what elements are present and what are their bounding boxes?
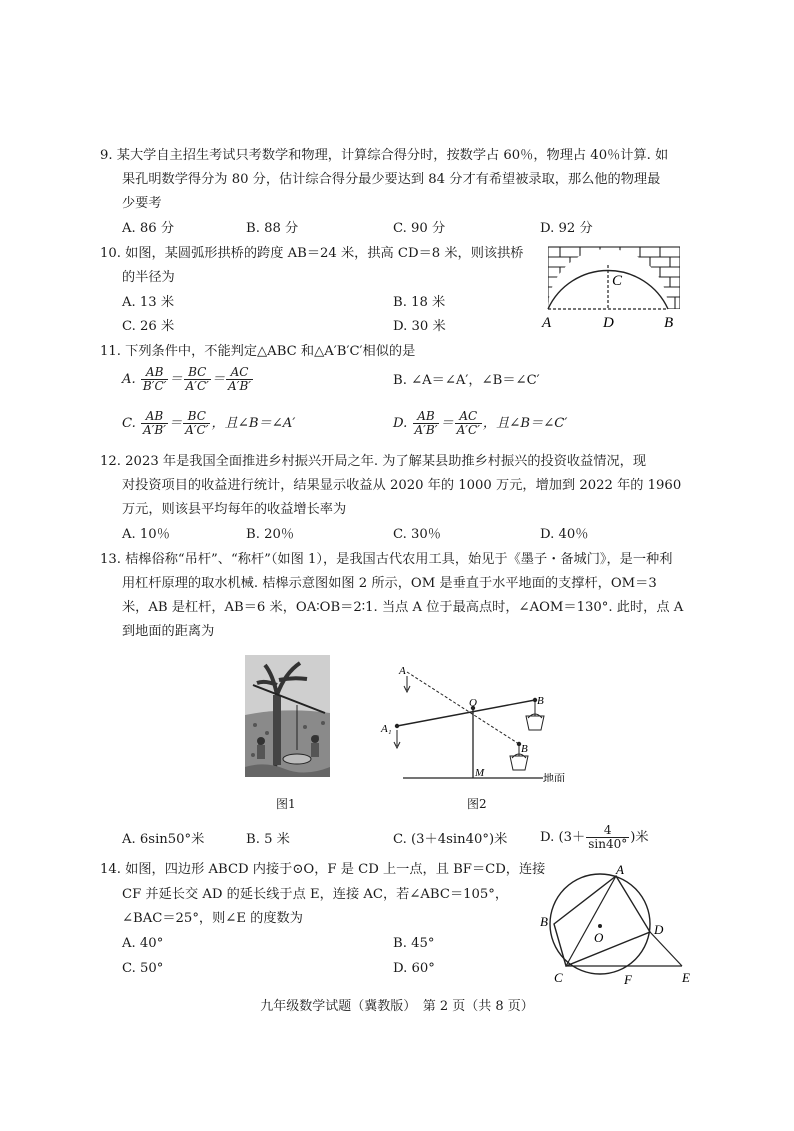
label-b: B xyxy=(540,914,548,929)
frac-num: AC xyxy=(455,410,482,424)
q13-option-b: B. 5 米 xyxy=(246,832,290,847)
frac-num: AB xyxy=(141,410,168,424)
frac-den: A′B′ xyxy=(414,423,438,437)
q13-option-d-suffix: )米 xyxy=(630,830,649,845)
frac-num: AB xyxy=(141,366,168,380)
q14-option-d: D. 60° xyxy=(393,961,435,976)
label-b1: B xyxy=(521,743,528,755)
well-sweep-illustration xyxy=(245,655,330,777)
q11-option-c xyxy=(122,410,295,438)
q14-option-a: A. 40° xyxy=(122,936,164,951)
q14-option-b: B. 45° xyxy=(393,936,435,951)
arch-bridge-figure xyxy=(540,245,690,331)
label-e: E xyxy=(682,970,690,985)
q11-option-d-label: D. xyxy=(393,416,408,431)
q9-option-d: D. 92 分 xyxy=(540,221,593,236)
q12-option-c: C. 30％ xyxy=(393,527,441,542)
frac-den: A′C′ xyxy=(185,379,209,393)
frac-num: 4 xyxy=(586,824,629,838)
frac-den: sin40° xyxy=(588,837,628,851)
label-a: A xyxy=(399,665,406,677)
label-c: C xyxy=(612,273,623,289)
label-a: A xyxy=(542,315,552,331)
q12-option-d: D. 40％ xyxy=(540,527,589,542)
q12-option-b: B. 20％ xyxy=(246,527,295,542)
frac-den: A′C′ xyxy=(185,423,209,437)
q9-line2: 果孔明数学得分为 80 分，估计综合得分最少要达到 84 分才有希望被录取，那么他的物理最 xyxy=(122,172,661,187)
q12-line3: 万元，则该县平均每年的收益增长率为 xyxy=(122,502,347,517)
q14-line2: CF 并延长交 AD 的延长线于点 E，连接 AC，若∠ABC＝105°， xyxy=(122,887,509,902)
label-o: O xyxy=(469,697,477,709)
label-a: A xyxy=(616,862,624,877)
label-f: F xyxy=(624,972,632,986)
q10-line2: 的半径为 xyxy=(122,270,175,285)
figure-1-caption: 图1 xyxy=(276,797,296,811)
q14-line1: 14. 如图，四边形 ABCD 内接于⊙O，F 是 CD 上一点，且 BF＝CD，连接 xyxy=(100,862,546,877)
equals: ＝ xyxy=(169,372,183,387)
frac-num: AB xyxy=(413,410,440,424)
q11-option-d-tail: ，且∠B＝∠C′ xyxy=(482,416,568,431)
q13-option-c: C. (3＋4sin40°)米 xyxy=(393,832,508,847)
q9-option-c: C. 90 分 xyxy=(393,221,446,236)
q10-option-c: C. 26 米 xyxy=(122,319,175,334)
q14-line3: ∠BAC＝25°，则∠E 的度数为 xyxy=(122,911,303,926)
segment-ac xyxy=(566,876,616,966)
q9-option-b: B. 88 分 xyxy=(246,221,299,236)
q10-option-a: A. 13 米 xyxy=(122,295,175,310)
frac-num: BC xyxy=(184,366,211,380)
lever-ab-dashed xyxy=(407,672,519,744)
q13-option-a: A. 6sin50°米 xyxy=(122,832,205,847)
q9-line3: 少要考 xyxy=(122,196,162,211)
frac-den: A′B′ xyxy=(143,423,166,437)
lever-diagram xyxy=(375,660,585,782)
frac-num: AC xyxy=(226,366,253,380)
q10-option-b: B. 18 米 xyxy=(393,295,446,310)
label-d: D xyxy=(654,922,664,937)
equals: ＝ xyxy=(168,416,183,431)
q10-option-d: D. 30 米 xyxy=(393,319,446,334)
q11-option-a-label: A. xyxy=(122,372,136,387)
inscribed-quadrilateral-figure xyxy=(538,860,696,986)
q14-option-c: C. 50° xyxy=(122,961,164,976)
frac-den: A′B′ xyxy=(228,379,251,393)
figure-2-caption: 图2 xyxy=(467,797,487,811)
q11-option-a xyxy=(122,366,254,394)
q13-option-d-prefix: D. (3＋ xyxy=(540,830,586,845)
label-a1: A₁ xyxy=(381,723,392,735)
q11-option-c-label: C. xyxy=(122,416,136,431)
q13-line2: 用杠杆原理的取水机械. 桔槔示意图如图 2 所示，OM 是垂直于水平地面的支撑杆，OM＝3 xyxy=(122,576,657,591)
frac-num: BC xyxy=(183,410,210,424)
q13-line1: 13. 桔槔俗称“吊杆”、“称杆”（如图 1），是我国古代农用工具，始见于《墨子・备城门》，是一种利 xyxy=(100,552,673,567)
q11-option-c-tail: ，且∠B＝∠A′ xyxy=(211,416,296,431)
label-b: B xyxy=(664,315,674,331)
q10-line1: 10. 如图，某圆弧形拱桥的跨度 AB＝24 米，拱高 CD＝8 米，则该拱桥 xyxy=(100,246,524,261)
label-ground: 地面 xyxy=(543,773,565,782)
label-m: M xyxy=(475,767,485,779)
q13-line4: 到地面的距离为 xyxy=(122,624,215,639)
frac-den: A′C′ xyxy=(456,423,480,437)
frac-den: B′C′ xyxy=(142,379,167,393)
equals: ＝ xyxy=(211,372,226,387)
q13-option-d xyxy=(540,824,649,852)
label-o: O xyxy=(594,930,604,945)
q11-option-d xyxy=(393,410,567,438)
q9-option-a: A. 86 分 xyxy=(122,221,175,236)
q12-line1: 12. 2023 年是我国全面推进乡村振兴开局之年. 为了解某县助推乡村振兴的投资收益情况，现 xyxy=(100,454,647,469)
label-b: B xyxy=(537,695,544,707)
lever-a1b xyxy=(397,700,535,726)
q11-stem: 11. 下列条件中，不能判定△ABC 和△A′B′C′相似的是 xyxy=(100,344,416,359)
label-d: D xyxy=(603,315,614,331)
q12-option-a: A. 10％ xyxy=(122,527,170,542)
equals: ＝ xyxy=(440,416,454,431)
q12-line2: 对投资项目的收益进行统计，结果显示收益从 2020 年的 1000 万元，增加到 2022 年的 1960 xyxy=(122,478,682,493)
q9-line1: 9. 某大学自主招生考试只考数学和物理，计算综合得分时，按数学占 60％，物理占 40％计算. 如 xyxy=(100,148,669,163)
q13-line3: 米，AB 是杠杆，AB＝6 米，OA∶OB＝2∶1. 当点 A 位于最高点时，∠AOM＝130°. 此时，点 A xyxy=(122,600,684,615)
label-c: C xyxy=(554,970,563,985)
page-footer: 九年级数学试题（冀教版） 第 2 页（共 8 页） xyxy=(260,999,534,1014)
q11-option-b: B. ∠A＝∠A′，∠B＝∠C′ xyxy=(393,373,540,388)
segment-de xyxy=(650,932,682,966)
